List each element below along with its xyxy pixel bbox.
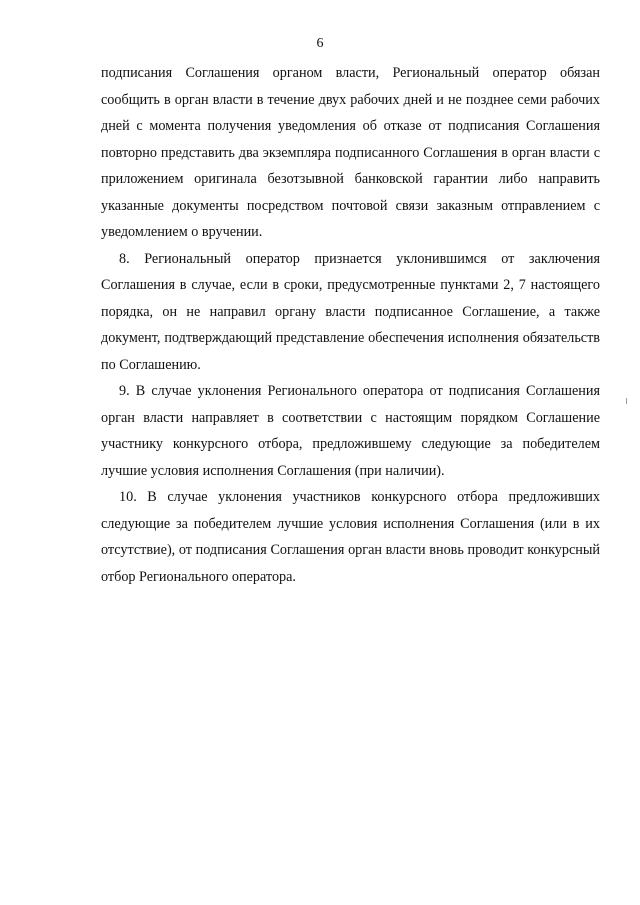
paragraph-continuation: подписания Соглашения органом власти, Региональный оператор обязан сообщить в орган власти в течение двух рабочих дней и не позднее семи рабочих дней с момента получения уведомления об отказе от подписания Соглашения повторно представить два экземпляра подписанного Соглашения в орган власти с приложением оригинала безотзывной банковской гарантии либо направить указанные документы посредством почтовой связи заказным отправлением с уведомлением о вручении. (101, 65, 600, 240)
paragraph-item-9: 9. В случае уклонения Регионального оператора от подписания Соглашения орган власти направляет в соответствии с настоящим порядком Соглашение участнику конкурсного отбора, предложившему следующие за победителем лучшие условия исполнения Соглашения (при наличии). (101, 383, 600, 479)
paragraph-item-8: 8. Региональный оператор признается уклонившимся от заключения Соглашения в случае, если в сроки, предусмотренные пунктами 2, 7 настоящего порядка, он не направил органу власти подписанное Соглашение, а также документ, подтверждающий представление обеспечения исполнения обязательств по Соглашению. (101, 250, 600, 373)
page-number: 6 (316, 36, 324, 51)
document-body (101, 60, 600, 590)
scan-artifact-mark (626, 398, 627, 404)
paragraph-item-10: 10. В случае уклонения участников конкурсного отбора предложивших следующие за победителем лучшие условия исполнения Соглашения (или в их отсутствие), от подписания Соглашения орган власти вновь проводит конкурсный отбор Регионального оператора. (101, 489, 600, 585)
